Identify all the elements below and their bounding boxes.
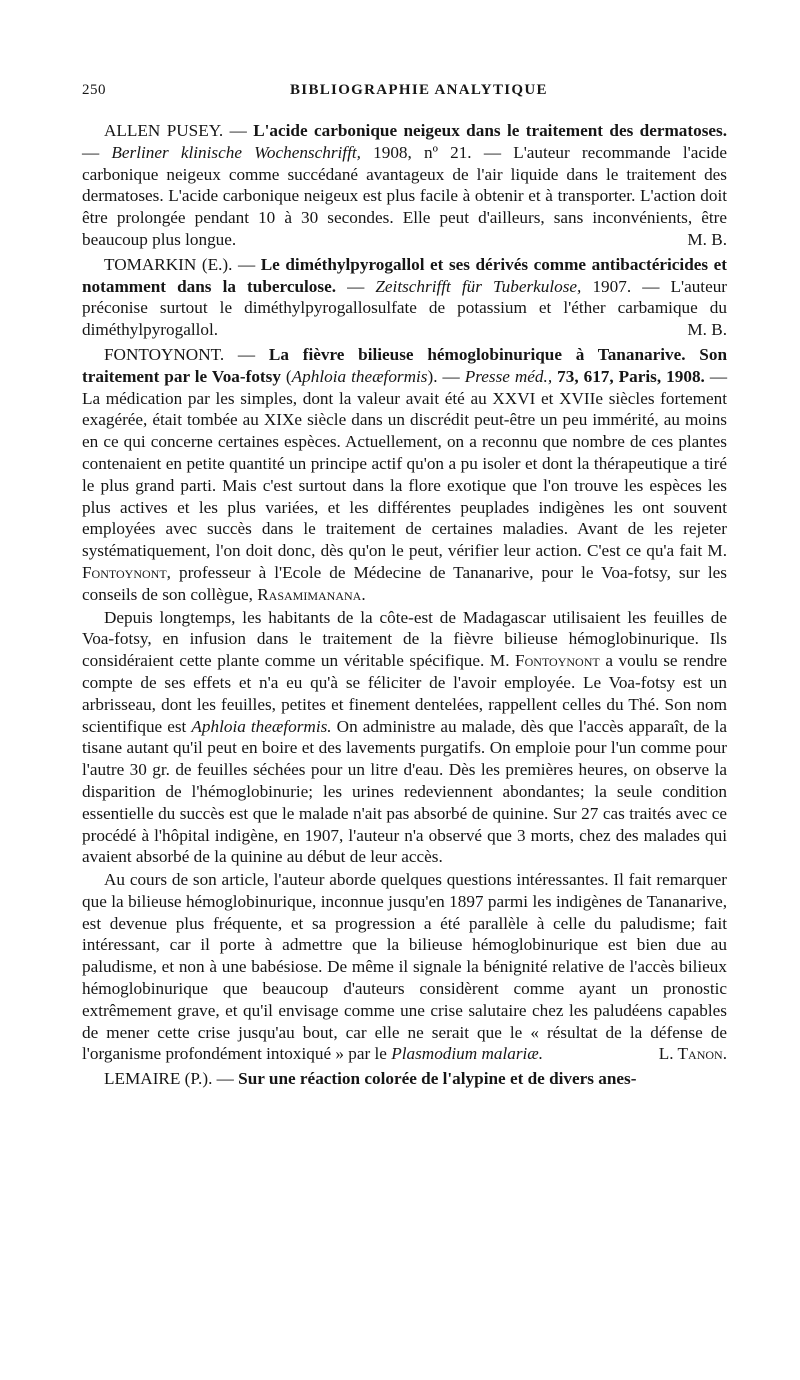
entry-citation: 1908, nº 21. (373, 142, 472, 162)
person-name: M. Fontoynont (489, 651, 600, 671)
entry-body: — L'auteur préconise surtout le diméthylpyrogallosulfate de potassium et l'éther carbamique du diméthylpyrogallol. (82, 276, 728, 340)
entry-tomarkin (82, 254, 727, 341)
entry-allen-pusey (82, 120, 727, 251)
entry-title-latin: Aphloia theæformis (291, 366, 428, 386)
entry-body: — L'auteur recommande l'acide carbonique neigeux comme succédané avantageux de l'air liquide dans le traitement des dermatoses. L'acide carbonique neigeux est plus facile à obtenir et à transporter. L'action doit être prolongée pendant 10 à 30 secondes. Elle peut d'ailleurs, sans inconvénients, être beaucoup plus longue. (82, 142, 728, 249)
entry-paragraph: LEMAIRE (P.). — Sur une réaction colorée de l'alypine et de divers anes- (104, 1069, 637, 1089)
page-number: 250 (82, 82, 106, 98)
entry-fontoynont (82, 344, 727, 1065)
entry-source: Berliner klinische Wochenschrifft, (111, 142, 361, 162)
running-title: BIBLIOGRAPHIE ANALYTIQUE (290, 82, 548, 98)
entry-citation: 73, 617, Paris, 1908. (557, 366, 705, 386)
entry-body: On administre au malade, dès que l'accès apparaît, de la tisane autant qu'il peut en boire et des lavements purgatifs. On emploie pour l'un comme pour l'autre 30 gr. de feuilles séchées pour un litre d'eau. Dès les premières heures, on observe la disparition de l'hémoglobinurie; les urines redeviennent abondantes; la seule condition essentielle du succès est que le malade n'ait pas absorbé de quinine. Sur 27 cas traités avec ce procédé à l'hôpital indigène, en 1907, l'auteur n'a observé que 3 morts, chez des malades qui avaient absorbé de la quinine au début de leur accès. (82, 716, 727, 867)
entry-author: TOMARKIN (E.). (104, 254, 233, 274)
scientific-name: Aphloia theæformis. (191, 716, 332, 736)
document-page (82, 82, 727, 1093)
entry-paragraph: TOMARKIN (E.). — Le diméthylpyrogallol et ses dérivés comme antibactéricides et notamment dans la tuberculose. — Zeitschrifft für Tuberkulose, 1907. — L'auteur préconise surtout le diméthylpyrogallosulfate de potassium et l'éther carbamique du diméthylpyrogallol. M. B. (82, 254, 728, 340)
running-head (82, 82, 727, 106)
entry-lemaire (82, 1068, 727, 1090)
entry-author: LEMAIRE (P.). (104, 1069, 213, 1089)
person-name: Rasamimanana. (257, 584, 366, 604)
entry-body: Au cours de son article, l'auteur aborde quelques questions intéressantes. Il fait remarquer que la bilieuse hémoglobinurique, inconnue jusqu'en 1897 parmi les indigènes de Tananarive, est devenue plus fréquente, et sa progression a été parallèle à celle du paludisme; fait intéressant, car il porte à admettre que la bilieuse hémoglobinurique est bien due au paludisme, et non à une babésiose. De même il signale la bénignité relative de l'accès bilieux hémoglobinurique que beaucoup d'auteurs considèrent comme ayant un pronostic extrêmement grave, et qu'il envisage comme une crise salutaire chez les paludéens capables de mener cette crise jusqu'au bout, car elle ne serait que le « résultat de la défense de l'organisme profondément intoxiqué » par le (82, 870, 727, 1064)
entry-paragraph (82, 869, 727, 1065)
bibliography-entries (82, 120, 727, 1090)
entry-body: a voulu se rendre compte de ses effets et n'a eu qu'à se féliciter de l'avoir employée. Le Voa-fotsy est un arbrisseau, dont les feuilles, petites et finement dentelées, rappellent celles du Thé. Son nom scientifique est (82, 651, 728, 736)
entry-title: L'acide carbonique neigeux dans le traitement des dermatoses. (253, 121, 728, 140)
entry-signature: L. Tanon. (658, 1044, 727, 1064)
entry-paragraph (82, 607, 727, 869)
entry-title: Le diméthylpyrogallol et ses dérivés comme antibactéricides et notamment dans la tuberculose. (82, 254, 727, 296)
entry-source: Presse méd., (464, 366, 553, 386)
entry-body: — La médication par les simples, dont la valeur avait été au XXVI et XVIIe siècles fortement exagérée, était tombée au XIXe siècle dans un discrédit peut-être un peu immérité, au moins en ce qui concerne certaines espèces. Actuellement, on a reconnu que nombre de ces plantes contenaient en petite quantité un principe actif qu'on a pu isoler et dont la thérapeutique a tiré le plus grand parti. Mais c'est surtout dans la flore exotique que l'on trouve les espèces les plus actives et les plus variées, et les différentes peuplades indigènes les ont souvent employées avec succès dans le traitement de certaines maladies. Avant de les rejeter systématiquement, l'on doit donc, dès qu'on le peut, vérifier leur action. C'est ce qu'a fait (82, 366, 728, 561)
scientific-name: Plasmodium malariæ. (391, 1044, 544, 1064)
entry-paragraph: FONTOYNONT. — La fièvre bilieuse hémoglobinurique à Tananarive. Son traitement par le Voa-fotsy (Aphloia theæformis). — Presse méd., 73, 617, Paris, 1908. — La médication par les simples, dont la valeur avait été au XXVI et XVIIe siècles fortement exagérée, était tombée au XIXe siècle dans un discrédit peut-être un peu immérité, au moins en ce qui concerne certaines espèces. Actuellement, on a reconnu que nombre de ces plantes contenaient en petite quantité un principe actif qu'on a pu isoler et dont la thérapeutique a tiré le plus grand parti. Mais c'est surtout dans la flore exotique que l'on trouve les espèces les plus actives et les plus variées, et les différentes peuplades indigènes les ont souvent employées avec succès dans le traitement de certaines maladies. Avant de les rejeter systématiquement, l'on doit donc, dès qu'on le peut, vérifier leur action. C'est ce qu'a fait M. Fontoynont, professeur à l'Ecole de Médecine de Tananarive, pour le Voa-fotsy, sur les conseils de son collègue, Rasamimanana. (82, 344, 728, 604)
entry-body: Depuis longtemps, les habitants de la côte-est de Madagascar utilisaient les feuilles de Voa-fotsy, en infusion dans le traitement de la fièvre bilieuse hémoglobinurique. Ils considéraient cette plante comme un véritable spécifique. (82, 607, 727, 671)
entry-signature: M. B. (687, 320, 727, 340)
entry-citation: 1907. (592, 276, 632, 296)
entry-title: La fièvre bilieuse hémoglobinurique à Tananarive. Son traitement par le Voa-fotsy (82, 344, 727, 386)
entry-source: Zeitschrifft für Tuberkulose, (375, 276, 582, 296)
entry-paragraph: ALLEN PUSEY. — L'acide carbonique neigeux dans le traitement des dermatoses. — Berliner klinische Wochenschrifft, 1908, nº 21. — L'auteur recommande l'acide carbonique neigeux comme succédané avantageux de l'air liquide dans le traitement des dermatoses. L'acide carbonique neigeux est plus facile à obtenir et à transporter. L'action doit être prolongée pendant 10 à 30 secondes. Elle peut d'ailleurs, sans inconvénients, être beaucoup plus longue. M. B. (82, 121, 728, 249)
entry-author: FONTOYNONT. (104, 344, 225, 364)
entry-body: professeur à l'Ecole de Médecine de Tananarive, pour le Voa-fotsy, sur les conseils de son collègue, (82, 562, 728, 604)
entry-author: ALLEN PUSEY. (104, 121, 224, 140)
entry-title: Sur une réaction colorée de l'alypine et de divers anes- (238, 1069, 637, 1089)
person-name: M. Fontoynont, (82, 541, 727, 582)
entry-signature: M. B. (687, 229, 727, 249)
